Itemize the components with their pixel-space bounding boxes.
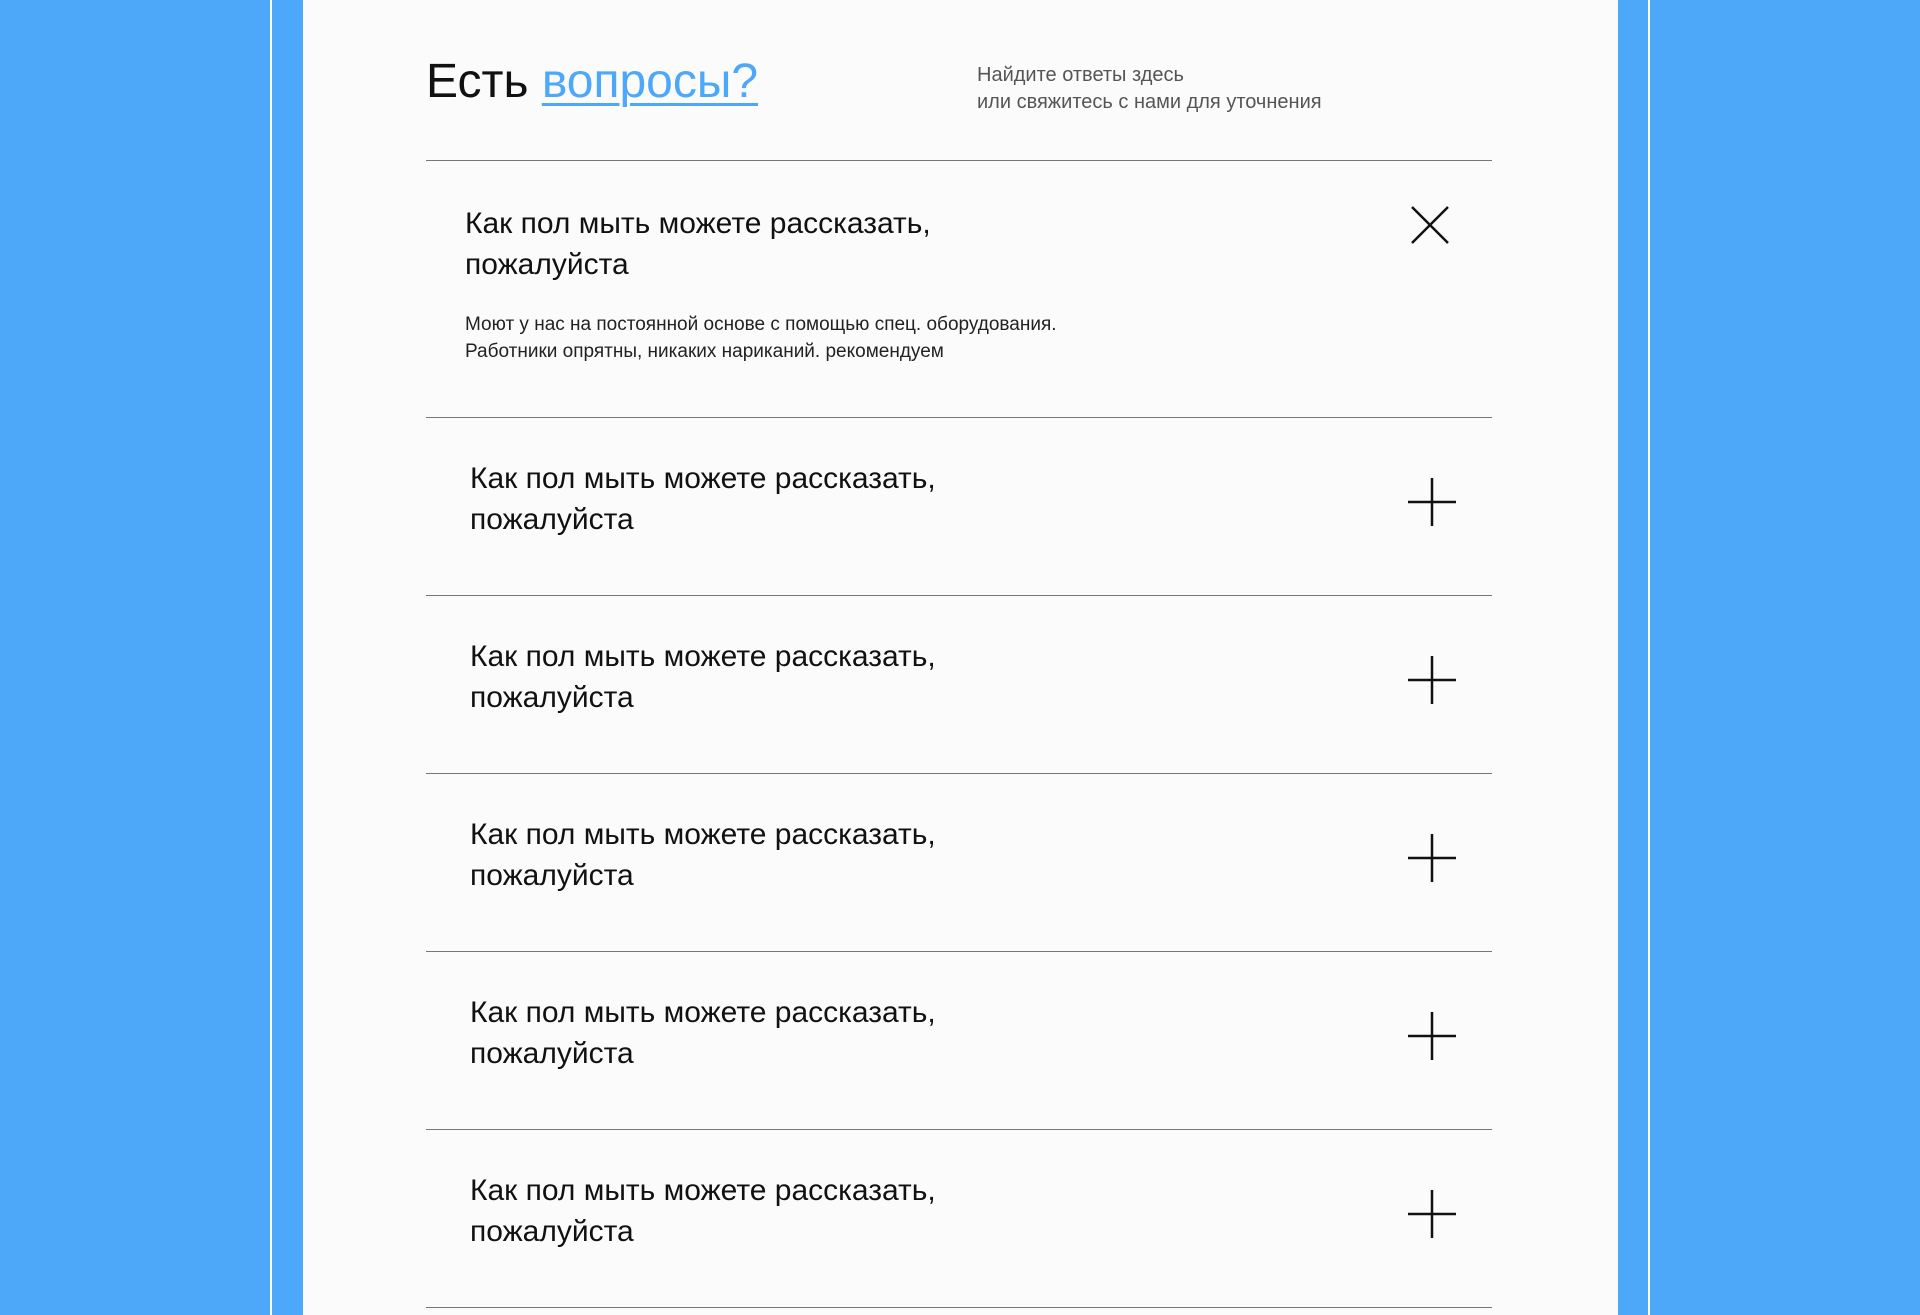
subtitle	[977, 62, 1497, 116]
faq-item-5[interactable]	[426, 952, 1492, 1130]
faq-header	[426, 52, 1501, 122]
plus-icon[interactable]	[1406, 1188, 1458, 1240]
faq-answer-line-2: Работники опрятны, никаких нариканий. рекомендуем	[465, 341, 944, 362]
faq-question[interactable]: Как пол мыть можете рассказать, пожалуйста	[470, 996, 936, 1070]
subtitle-line-1: Найдите ответы здесь	[977, 64, 1184, 86]
close-icon[interactable]	[1404, 199, 1456, 251]
questions-link[interactable]: вопросы?	[541, 55, 759, 108]
faq-panel	[303, 0, 1618, 1315]
faq-question[interactable]: Как пол мыть можете рассказать, пожалуйста	[470, 640, 936, 714]
faq-item-6[interactable]	[426, 1130, 1492, 1308]
faq-item-3[interactable]	[426, 596, 1492, 774]
faq-item-4[interactable]	[426, 774, 1492, 952]
plus-icon[interactable]	[1406, 1010, 1458, 1062]
faq-question[interactable]: Как пол мыть можете рассказать, пожалуйста	[470, 462, 936, 536]
faq-question[interactable]: Как пол мыть можете рассказать, пожалуйста	[470, 1174, 936, 1248]
right-frame-line	[1648, 0, 1650, 1315]
plus-icon[interactable]	[1406, 832, 1458, 884]
faq-question[interactable]: Как пол мыть можете рассказать, пожалуйста	[465, 207, 931, 281]
title-prefix: Есть	[426, 55, 529, 108]
faq-answer	[465, 311, 1285, 365]
faq-item-1[interactable]	[426, 161, 1492, 418]
faq-answer-line-1: Моют у нас на постоянной основе с помощью спец. оборудования.	[465, 314, 1057, 335]
faq-item-2[interactable]	[426, 418, 1492, 596]
subtitle-line-2: или свяжитесь с нами для уточнения	[977, 91, 1322, 113]
faq-list	[426, 160, 1492, 1308]
page-title	[426, 52, 758, 112]
plus-icon[interactable]	[1406, 476, 1458, 528]
faq-question[interactable]: Как пол мыть можете рассказать, пожалуйста	[470, 818, 936, 892]
plus-icon[interactable]	[1406, 654, 1458, 706]
left-frame-line	[270, 0, 272, 1315]
